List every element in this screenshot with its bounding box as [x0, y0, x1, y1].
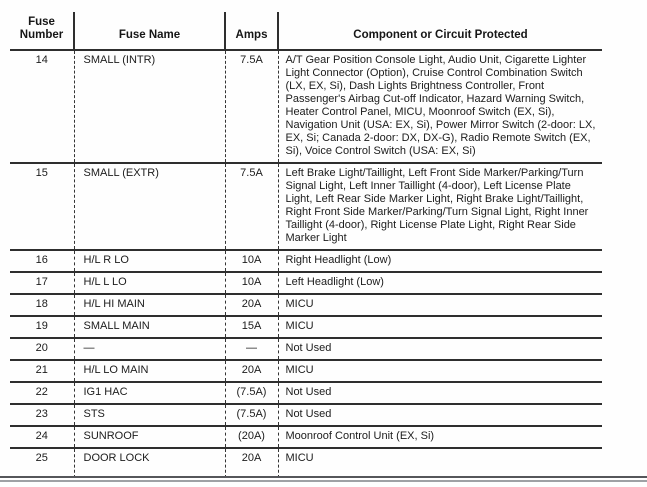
table-row	[10, 272, 602, 294]
header-component: Component or Circuit Protected	[278, 12, 602, 50]
fuse-name-cell: H/L R LO	[74, 250, 225, 272]
amps-cell: —	[225, 338, 278, 360]
component-cell: Right Headlight (Low)	[278, 250, 602, 272]
amps-cell: 20A	[225, 294, 278, 316]
table-row	[10, 163, 602, 250]
amps-cell: 15A	[225, 316, 278, 338]
amps-cell: 20A	[225, 360, 278, 382]
component-cell: Moonroof Control Unit (EX, Si)	[278, 426, 602, 448]
fuse-name-cell: STS	[74, 404, 225, 426]
fuse-number-cell: 25	[10, 448, 74, 478]
table-row	[10, 294, 602, 316]
fuse-name-cell: IG1 HAC	[74, 382, 225, 404]
fuse-number-cell: 14	[10, 50, 74, 163]
fuse-name-cell: SUNROOF	[74, 426, 225, 448]
amps-cell: 10A	[225, 272, 278, 294]
fuse-name-cell: H/L HI MAIN	[74, 294, 225, 316]
fuse-number-cell: 24	[10, 426, 74, 448]
table-row	[10, 426, 602, 448]
table-row	[10, 404, 602, 426]
table-header-row	[10, 12, 602, 50]
amps-cell: 20A	[225, 448, 278, 478]
fuse-number-cell: 22	[10, 382, 74, 404]
page-bottom-rule	[0, 476, 647, 482]
component-cell: MICU	[278, 316, 602, 338]
component-cell: MICU	[278, 448, 602, 478]
header-fuse-number: Fuse Number	[10, 12, 74, 50]
header-fuse-name: Fuse Name	[74, 12, 225, 50]
component-cell: MICU	[278, 294, 602, 316]
fuse-number-cell: 19	[10, 316, 74, 338]
fuse-name-cell: SMALL (INTR)	[74, 50, 225, 163]
component-cell: Not Used	[278, 382, 602, 404]
table-row	[10, 338, 602, 360]
table-row	[10, 316, 602, 338]
component-cell: A/T Gear Position Console Light, Audio Unit, Cigarette Lighter Light Connector (Option), Cruise Control Combination Switch (LX, EX, Si), Dash Lights Brightness Controller, Front Passenger's Airbag Cut-off Indicator, Hazard Warning Switch, Heater Control Panel, MICU, Moonroof Switch (EX, Si), Navigation Unit (USA: EX, Si), Power Mirror Switch (2-door: LX, EX, Si; Canada 2-door: DX, DX-G), Radio Remote Switch (EX, Si), Voice Control Switch (USA: EX, Si)	[278, 50, 602, 163]
component-cell: Not Used	[278, 404, 602, 426]
fuse-number-cell: 23	[10, 404, 74, 426]
amps-cell: 7.5A	[225, 50, 278, 163]
table-row	[10, 382, 602, 404]
fuse-name-cell: H/L LO MAIN	[74, 360, 225, 382]
table-row	[10, 360, 602, 382]
fuse-table-body	[10, 50, 602, 478]
fuse-number-cell: 18	[10, 294, 74, 316]
amps-cell: (7.5A)	[225, 404, 278, 426]
fuse-number-cell: 16	[10, 250, 74, 272]
component-cell: Left Brake Light/Taillight, Left Front Side Marker/Parking/Turn Signal Light, Left Inner Taillight (4-door), Left License Plate Light, Left Rear Side Marker Light, Right Brake Light/Taillight, Right Front Side Marker/Parking/Turn Signal Light, Right Inner Taillight (4-door), Right License Plate Light, Right Rear Side Marker Light	[278, 163, 602, 250]
fuse-name-cell: H/L L LO	[74, 272, 225, 294]
amps-cell: 7.5A	[225, 163, 278, 250]
amps-cell: 10A	[225, 250, 278, 272]
fuse-name-cell: —	[74, 338, 225, 360]
fuse-box-table	[10, 12, 602, 478]
table-row	[10, 250, 602, 272]
fuse-name-cell: SMALL MAIN	[74, 316, 225, 338]
amps-cell: (20A)	[225, 426, 278, 448]
header-amps: Amps	[225, 12, 278, 50]
fuse-number-cell: 15	[10, 163, 74, 250]
fuse-name-cell: DOOR LOCK	[74, 448, 225, 478]
fuse-name-cell: SMALL (EXTR)	[74, 163, 225, 250]
amps-cell: (7.5A)	[225, 382, 278, 404]
component-cell: Not Used	[278, 338, 602, 360]
fuse-number-cell: 17	[10, 272, 74, 294]
component-cell: Left Headlight (Low)	[278, 272, 602, 294]
component-cell: MICU	[278, 360, 602, 382]
table-row	[10, 50, 602, 163]
fuse-number-cell: 20	[10, 338, 74, 360]
fuse-number-cell: 21	[10, 360, 74, 382]
table-row	[10, 448, 602, 478]
